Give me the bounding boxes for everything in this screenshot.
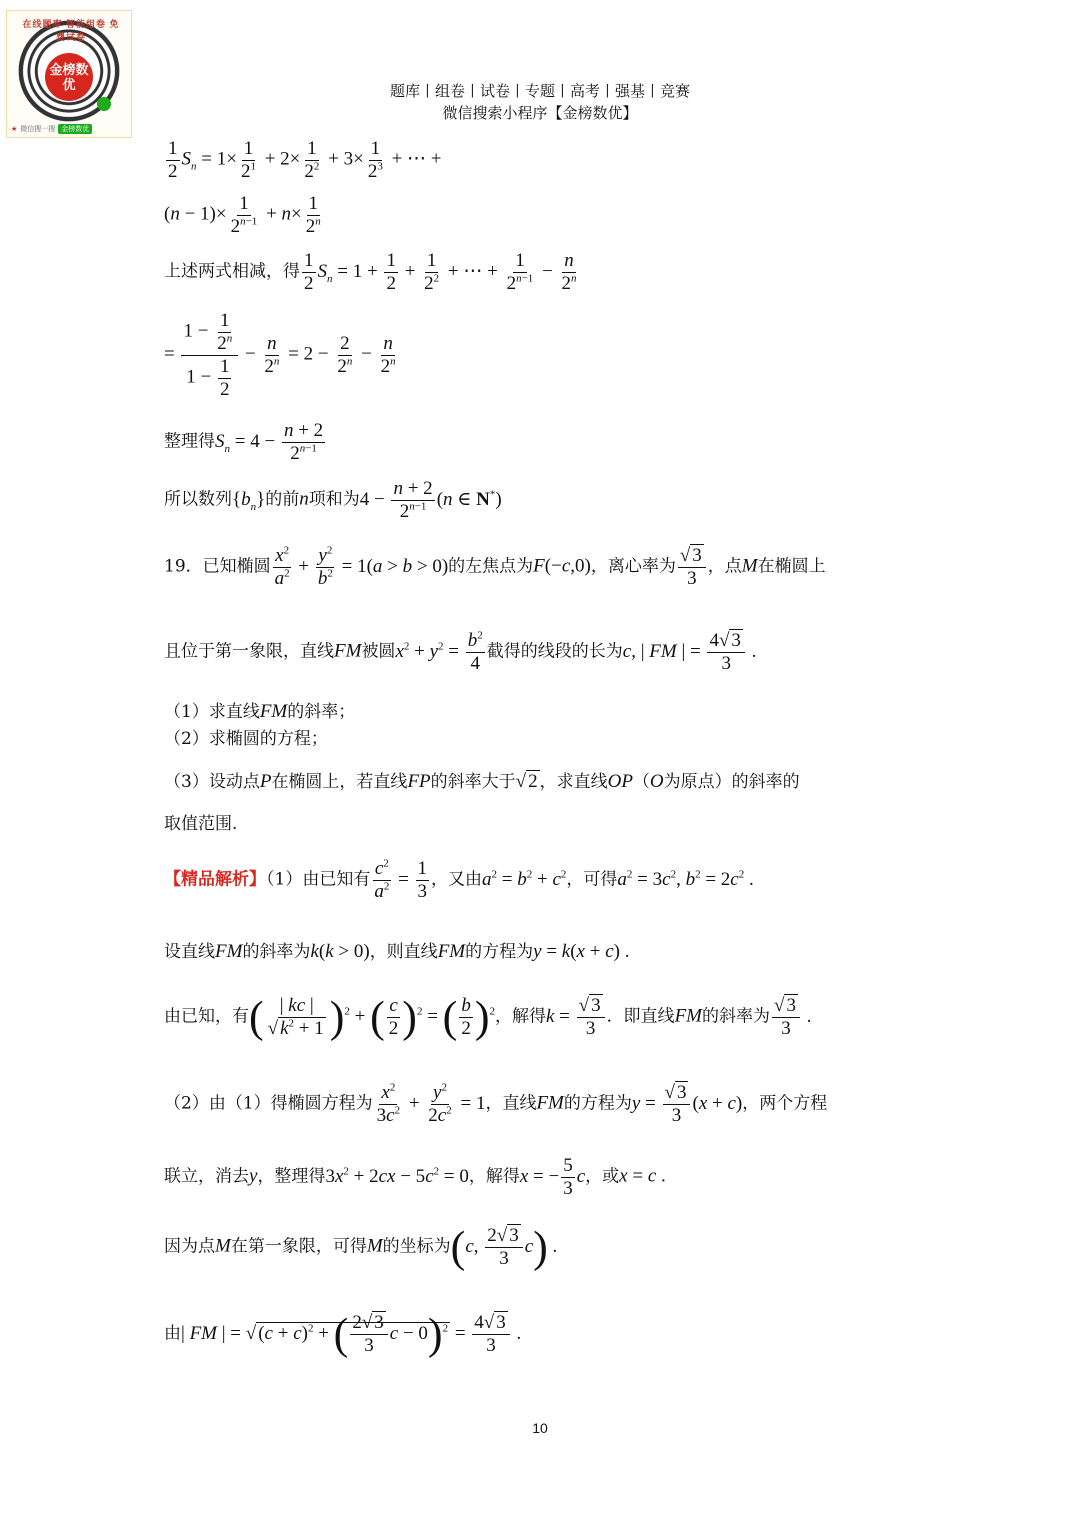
conclusion-b: 的前 bbox=[265, 489, 300, 510]
s2-a: （2）由（1）得椭圆方程为 bbox=[164, 1093, 373, 1114]
tidy-text: 整理得 bbox=[164, 431, 215, 452]
part1-b: 的斜率； bbox=[287, 702, 356, 722]
eq-half-sn: $\frac{1}{2}$ $S_n = 1\times$ $\frac{1}{2^1}$ + 2× $\frac{1}{2^2}$ + 3× $\frac{1}{2^3}$ + ⋯ + bbox=[168, 138, 442, 182]
q19-f: 被圆 bbox=[361, 641, 396, 662]
s4-c: 的坐标为 bbox=[382, 1236, 451, 1257]
header-line-2: 微信搜索小程序【金榜数优】 bbox=[442, 104, 638, 122]
logo-footer bbox=[11, 124, 92, 134]
analysis-line-3: 由已知，有( $\frac{| kc |}{√ k^2 + 1}$ )$^2$ + ( $\frac{c}{2}$ )$^2$ = ( $\frac{b}{2}$ )$^2$，解得k = $\frac{√ 3}{3}$ ．即直线FM的斜率为 $\frac{√ 3}{3}$ . bbox=[164, 992, 812, 1042]
analysis-line-5: 联立，消去y，整理得$3x^2 + 2cx - 5c^2 = 0$，解得x = − $\frac{5}{3}$ c，或x = c . bbox=[164, 1155, 666, 1199]
conclusion-a: 所以数列 bbox=[164, 489, 232, 510]
logo-footer-left: 微信搜一搜 bbox=[20, 126, 56, 133]
s2-d: ，两个方程 bbox=[742, 1093, 828, 1114]
eq-half-sn-cont: (n − 1)× $\frac{1}{2^{n-1}}$ + n× $\frac{1}{2^n}$ bbox=[164, 193, 321, 237]
s3-b: ，整理得 bbox=[257, 1166, 326, 1187]
ana1-c: ，可得 bbox=[566, 869, 618, 890]
line2-c: ，则直线 bbox=[369, 942, 438, 962]
q19-part2: （2）求椭圆的方程； bbox=[164, 729, 328, 749]
analysis-line-4: （2）由（1）得椭圆方程为 $\frac{x^2}{3c^2}$ + $\frac{y^2}{2c^2}$ = 1，直线FM的方程为y = $\frac{√ 3}{3}$ (x + c)，两个方程 bbox=[164, 1081, 828, 1126]
analysis-line-6: 因为点M在第一象限，可得M的坐标为(c, $\frac{2√ 3}{3}$ c) . bbox=[164, 1222, 558, 1272]
part3-a: （3）设动点 bbox=[164, 772, 260, 792]
q19-g: 截得的线段的长为 bbox=[486, 641, 623, 662]
logo-ring-text: 在线题库 智能组卷 免费试卷 bbox=[22, 19, 120, 42]
s5-a: 由 bbox=[164, 1323, 181, 1344]
page-number: 10 bbox=[532, 1420, 548, 1436]
logo-footer-right: 金榜数优 bbox=[58, 124, 92, 134]
q19-part1: （1）求直线FM的斜率； bbox=[164, 701, 356, 722]
q19-e: 且位于第一象限，直线 bbox=[164, 641, 334, 662]
part3-b: 在椭圆上，若直线 bbox=[271, 772, 408, 792]
analysis-tag: 【精品解析】 bbox=[164, 869, 266, 890]
q19-d: 在椭圆上 bbox=[757, 556, 826, 577]
eq-tidy: 整理得$S_n = 4$ − $\frac{n + 2}{2^{n-1}}$ bbox=[164, 420, 324, 464]
q19-a: 的左焦点为 bbox=[448, 556, 534, 577]
subtract-text: 上述两式相减，得 bbox=[164, 261, 300, 282]
analysis-line-1: 【精品解析】（1）由已知有 $\frac{c^2}{a^2}$ = $\frac{1}{3}$ ，又由$a^2 = b^2 + c^2$，可得$a^2 = 3c^2$, $b^2 = 2c^2$ . bbox=[164, 857, 754, 902]
line3-b: ，解得 bbox=[494, 1006, 546, 1027]
q19-stem-2: 且位于第一象限，直线FM被圆$x^2 + y^2$ = $\frac{b^2}{4}$ 截得的线段的长为c, | FM | = $\frac{4√ 3}{3}$ . bbox=[164, 629, 757, 674]
part3-d: ，求直线 bbox=[539, 772, 608, 792]
s3-c: ，解得 bbox=[468, 1166, 520, 1187]
ana1-a: （1）由已知有 bbox=[266, 869, 371, 890]
ana1-b: ，又由 bbox=[431, 869, 483, 890]
s3-d: ，或 bbox=[585, 1166, 620, 1187]
line3-d: 的斜率为 bbox=[702, 1006, 770, 1027]
s2-b: ，直线 bbox=[485, 1093, 537, 1114]
logo-badge: 金榜数优 bbox=[45, 53, 93, 101]
s4-b: 在第一象限，可得 bbox=[230, 1236, 367, 1257]
star-icon: ★ bbox=[11, 126, 18, 133]
q19-c: ，点 bbox=[707, 556, 742, 577]
line2-d: 的方程为 bbox=[465, 942, 534, 962]
line3-c: ．即直线 bbox=[606, 1006, 675, 1027]
q19-num: 19．已知椭圆 bbox=[164, 556, 271, 577]
part3-f: 为原点）的斜率的 bbox=[663, 772, 800, 792]
part3-c: 的斜率大于 bbox=[430, 772, 516, 792]
conclusion-c: 项和为 bbox=[308, 489, 360, 510]
part1-a: （1）求直线 bbox=[164, 702, 260, 722]
s4-a: 因为点 bbox=[164, 1236, 215, 1257]
analysis-line-2: 设直线FM的斜率为k(k > 0)，则直线FM的方程为y = k(x + c) . bbox=[164, 941, 630, 962]
q19-part3-cont: 取值范围. bbox=[164, 814, 238, 834]
s3-a: 联立，消去 bbox=[164, 1166, 249, 1187]
q19-b: ，离心率为 bbox=[590, 556, 676, 577]
eq-conclusion: 所以数列$\{b_n\}$的前n项和为4 − $\frac{n + 2}{2^{n-1}}$ (n ∈ N*) bbox=[164, 478, 502, 522]
header-line-1: 题库丨组卷丨试卷丨专题丨高考丨强基丨竞赛 bbox=[389, 82, 690, 100]
analysis-line-7: 由| FM | = √ $(c + c)^2$ + ( $\frac{2√ 3}{3}$ c − 0)$^2$ = $\frac{4√ 3}{3}$ . bbox=[164, 1309, 522, 1359]
line2-a: 设直线 bbox=[164, 942, 215, 962]
s2-c: 的方程为 bbox=[563, 1093, 632, 1114]
eq-subtract: 上述两式相减，得 $\frac{1}{2}$ $S_n = 1$ + $\frac{1}{2}$ + $\frac{1}{2^2}$ + ⋯ + $\frac{1}{2^{n-1}}$ − $\frac{n}{2^n}$ bbox=[164, 250, 577, 294]
line2-b: 的斜率为 bbox=[242, 942, 311, 962]
q19-stem: 19．已知椭圆 $\frac{x^2}{a^2}$ + $\frac{y^2}{b^2}$ = 1(a > b > 0)的左焦点为F(−c,0)，离心率为 $\frac{√ 3}{3}$ ，点M在椭圆上 bbox=[164, 544, 826, 589]
eq-geometric-sum: = 1 − $\frac{1}{2^n}$ 1 − $\frac{1}{2}$ − $\frac{n}{2^n}$ = 2 − $\frac{2}{2^n}$ − $\frac{n}{2^n}$ bbox=[164, 310, 396, 400]
part3-e: （ bbox=[632, 772, 650, 792]
q19-part3: （3）设动点P在椭圆上，若直线FP的斜率大于√ 2 ，求直线OP（O为原点）的斜率的 bbox=[164, 771, 800, 792]
line3-a: 由已知，有 bbox=[164, 1006, 249, 1027]
